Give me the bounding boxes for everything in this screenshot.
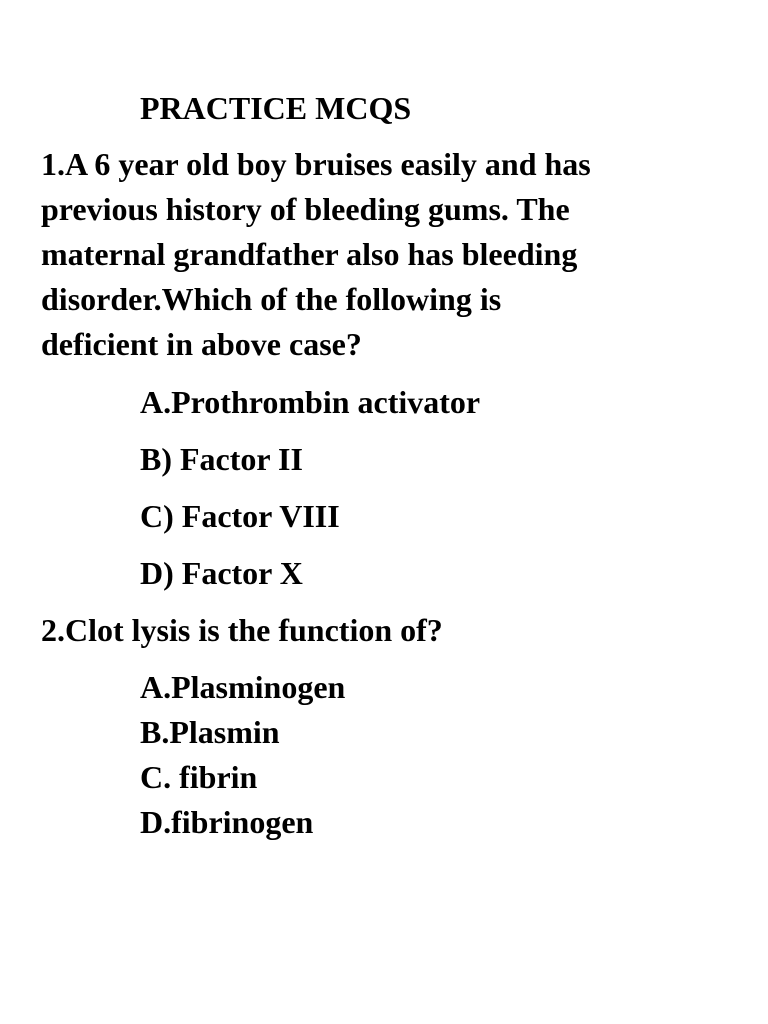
page-title: PRACTICE MCQS	[140, 90, 412, 126]
question-2-option-b: B.Plasmin	[140, 714, 280, 750]
question-1-line: disorder.Which of the following is	[41, 281, 502, 317]
question-1-line: 1.A 6 year old boy bruises easily and has	[41, 146, 591, 182]
question-2-option-c: C. fibrin	[140, 759, 258, 795]
question-1-line: maternal grandfather also has bleeding	[41, 236, 578, 272]
question-1-option-a: A.Prothrombin activator	[140, 384, 481, 420]
question-1-option-c: C) Factor VIII	[140, 498, 340, 534]
question-1-option-d: D) Factor X	[140, 555, 303, 591]
question-2-option-a: A.Plasminogen	[140, 669, 346, 705]
question-2-text: 2.Clot lysis is the function of?	[41, 612, 443, 648]
question-1-option-b: B) Factor II	[140, 441, 303, 477]
question-1-line: deficient in above case?	[41, 326, 362, 362]
question-2-option-d: D.fibrinogen	[140, 804, 314, 840]
question-2-options	[140, 665, 345, 845]
question-1-line: previous history of bleeding gums. The	[41, 191, 570, 227]
question-1-text	[41, 142, 731, 367]
